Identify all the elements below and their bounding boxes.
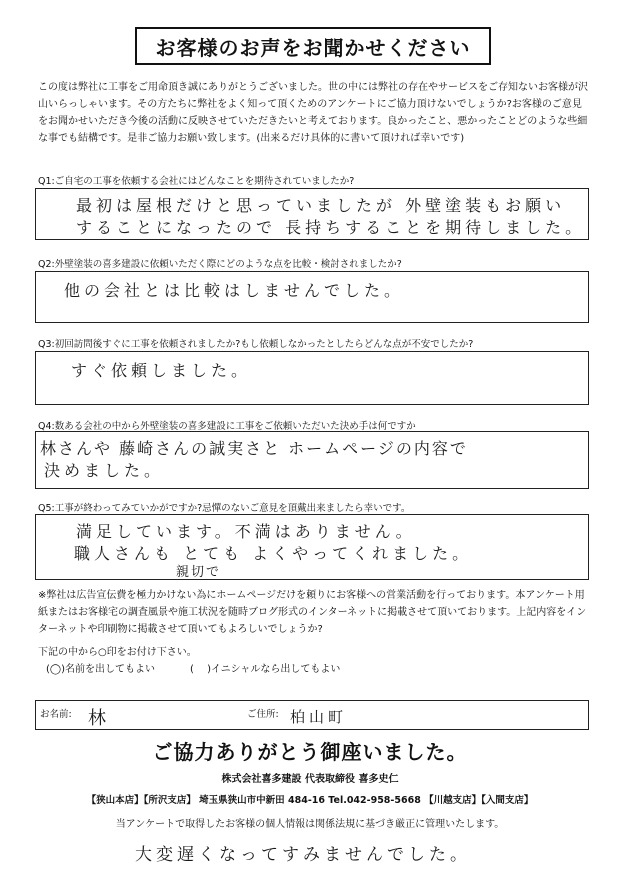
- option-name-ok[interactable]: [46, 660, 155, 675]
- question-5: Q5:工事が終わってみていかがですか?忌憚のないご意見を頂戴出来ましたら幸いです。: [38, 503, 411, 514]
- answer-1-line-1: 最初は屋根だけと思っていましたが 外壁塗装もお願い: [76, 196, 566, 215]
- option-initial-ok-mark: ( ): [190, 664, 211, 675]
- question-2: Q2:外壁塗装の喜多建設に依頼いただく際にどのような点を比較・検討されましたか?: [38, 259, 402, 270]
- handwritten-footnote: 大変遅くなってすみませんでした。: [135, 845, 471, 865]
- question-3: Q3:初回訪問後すぐに工事を依頼されましたか?もし依頼しなかったとしたらどんな点が不安でしたか?: [38, 339, 474, 350]
- answer-5-line-1: 満足しています。不満はありません。: [76, 522, 416, 541]
- option-initial-ok[interactable]: [190, 660, 340, 675]
- address-label: ご住所:: [247, 709, 279, 720]
- answer-box-2: [35, 271, 589, 323]
- page-title-text: お客様のお声をお聞かせください: [155, 35, 471, 60]
- answer-box-4: [35, 431, 589, 489]
- option-initial-ok-label: イニシャルなら出してもよい: [210, 664, 341, 675]
- answer-box-5: [35, 514, 589, 580]
- page-title: [135, 27, 491, 65]
- answer-1-line-2: することになったので 長持ちすることを期待しました。: [76, 218, 586, 237]
- company-name: 株式会社喜多建設 代表取締役 喜多史仁: [221, 774, 399, 785]
- question-1: Q1:ご自宅の工事を依頼する会社にはどんなことを期待されていましたか?: [38, 176, 355, 187]
- answer-5-insert: 親切で: [176, 565, 222, 580]
- name-value: 林: [88, 708, 110, 729]
- answer-5-line-2: 職人さんも とても よくやってくれました。: [74, 544, 473, 563]
- answer-2-line-1: 他の会社とは比較はしませんでした。: [64, 281, 405, 300]
- name-label: お名前:: [40, 709, 72, 720]
- answer-4-line-2: 決めました。: [44, 461, 165, 480]
- choose-instruction: 下記の中から○印をお付け下さい。: [38, 647, 197, 658]
- option-name-ok-label: 名前を出してもよい: [65, 664, 155, 675]
- intro-text: この度は弊社に工事をご用命頂き誠にありがとうございました。世の中には弊社の存在やサービスをご存知ないお客様が沢山いらっしゃいます。その方たちに弊社をよく知って頂くためのアンケートにご協力頂けないでしょうか?お客様のご意見をお聞かせいただき今後の活動に反映させていただきたいと考えております。良かったこと、悪かったことどのような些細な事でも結構です。是非ご協力お願い致します。(出来るだけ具体的に書いて頂ければ幸いです): [38, 82, 588, 144]
- answer-box-3: [35, 351, 589, 405]
- answer-3-line-1: すぐ依頼しました。: [71, 361, 252, 380]
- privacy-note: 当アンケートで取得したお客様の個人情報は関係法規に基づき厳正に管理いたします。: [115, 819, 505, 830]
- answer-4-line-1: 林さんや 藤崎さんの誠実さと ホームページの内容で: [40, 439, 468, 458]
- option-name-ok-mark: (◯): [46, 664, 65, 675]
- question-4: Q4:数ある会社の中から外壁塗装の喜多建設に工事をご依頼いただいた決め手は何ですか: [38, 421, 416, 432]
- publication-note: ※弊社は広告宣伝費を極力かけない為にホームページだけを頼りにお客様への営業活動を行っております。本アンケート用紙またはお客様宅の調査風景や施工状況を随時ブログ形式のインターネットに掲載させて頂いております。上記内容をインターネットや印刷物に掲載させて頂いてもよろしいでしょうか?: [38, 590, 587, 635]
- address-value: 柏山町: [290, 708, 348, 726]
- branch-info: 【狭山本店】【所沢支店】 埼玉県狭山市中新田 484-16 Tel.042-958-5668 【川越支店】【入間支店】: [86, 795, 534, 806]
- answer-box-1: [35, 188, 589, 240]
- thanks-message: ご協力ありがとう御座いました。: [152, 740, 468, 764]
